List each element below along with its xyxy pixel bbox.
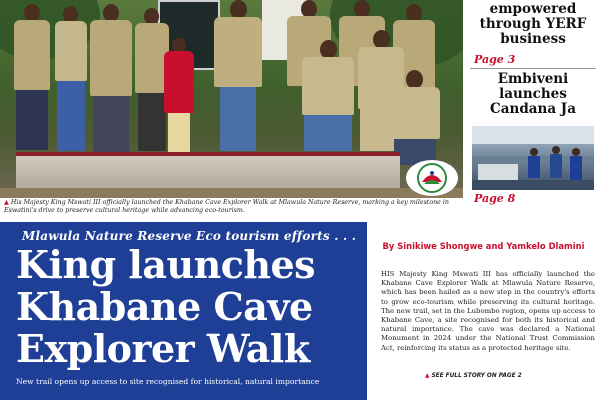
lead-photo (0, 0, 463, 198)
main-subhead: New trail opens up access to site recognised for historical, natural importance (16, 377, 320, 386)
photo-person (88, 4, 134, 154)
photo-person (12, 4, 52, 154)
photo-ground (0, 188, 463, 198)
factory-workers-image (472, 126, 594, 190)
photo-person (54, 6, 88, 154)
article-body: HIS Majesty King Mswati III has officially launched the Khabane Cave Explorer Walk at Mlawula Nature Reserve, which has been hailed as a new step in the country's efforts to grow eco-tourism while preserving its cultural heritage. The new trail, set in the Lubombo region, opens up access to Khabane Cave, a site recognised for both its historical and natural importance. The cave was declared a National Monument in 2024 under the National Trust Commission Act, reinforcing its status as a protected heritage site. (381, 270, 595, 352)
photo-caption (4, 199, 462, 221)
article-byline: By Sinikiwe Shongwe and Yamkelo Dlamini (382, 241, 585, 251)
teaser-page-ref[interactable]: Page 8 (474, 192, 516, 205)
see-full-story-text: SEE FULL STORY ON PAGE 2 (431, 373, 522, 379)
arrow-marker-icon: ▲ (425, 373, 430, 379)
teaser-headline-yerf[interactable]: empowered through YERF business (479, 1, 587, 47)
story-kicker: Mlawula Nature Reserve Eco tourism efforts . . . (22, 229, 357, 243)
photo-king (212, 0, 264, 152)
caption-text: His Majesty King Mswati III officially launched the Khabane Cave Explorer Walk at Mlawula Nature Reserve, marking a key milestone in Eswatini's drive to preserve cultural heritage while advancing eco-tourism. (4, 199, 449, 214)
national-trust-commission-logo (406, 160, 458, 196)
main-article (367, 222, 600, 400)
sidebar-teasers (466, 0, 600, 222)
main-headline-block (0, 222, 367, 400)
teaser-photo (472, 126, 594, 190)
photo-child (160, 38, 198, 156)
trust-commission-emblem-icon (410, 162, 454, 194)
teaser-divider (470, 68, 596, 69)
teaser-headline-embiveni[interactable]: Embiveni launches Candana Ja (490, 71, 576, 117)
main-headline[interactable]: King launches Khabane Cave Explorer Walk (16, 242, 316, 371)
photo-person (300, 40, 356, 152)
caption-marker-icon: ▲ (4, 199, 9, 206)
see-full-story-link[interactable] (425, 373, 522, 379)
teaser-page-ref[interactable]: Page 3 (474, 53, 516, 66)
